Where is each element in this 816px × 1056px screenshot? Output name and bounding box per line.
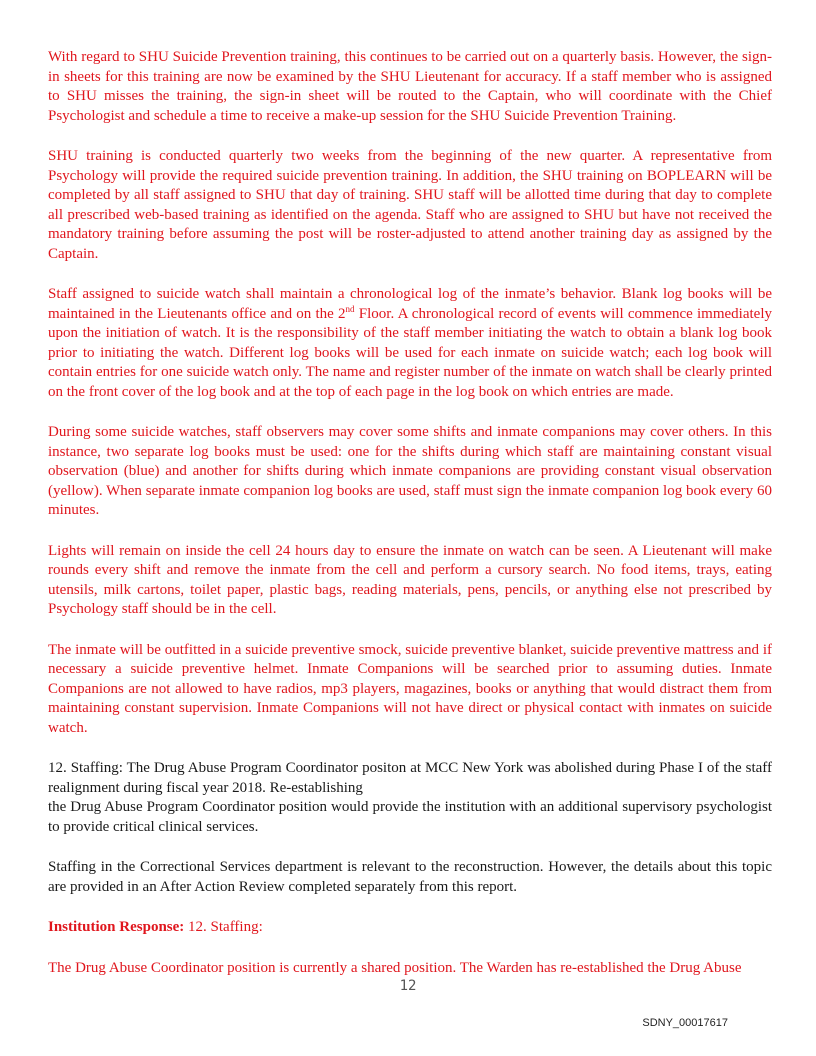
- paragraph-staffing: [48, 759, 772, 837]
- staffing-text-b: the Drug Abuse Program Coordinator position would provide the institution with an additional supervisory psychologist to provide critical clinical services.: [48, 799, 772, 835]
- institution-response-heading: [48, 918, 772, 938]
- paragraph-smock: The inmate will be outfitted in a suicide preventive smock, suicide preventive blanket, suicide preventive mattress and if necessary a suicide preventive helmet. Inmate Companions will be searched prior to assuming duties. Inmate Companions are not allowed to have radios, mp3 players, magazines, books or anything that would distract them from maintaining constant supervision. Inmate Companions will not have direct or physical contact with inmates on suicide watch.: [48, 641, 772, 736]
- paragraph-log-books: [48, 285, 772, 402]
- paragraph-drug-abuse-coordinator: The Drug Abuse Coordinator position is currently a shared position. The Warden has re-established the Drug Abuse: [48, 959, 742, 976]
- bates-number: SDNY_00017617: [642, 1017, 728, 1029]
- paragraph-shu-quarterly: SHU training is conducted quarterly two weeks from the beginning of the new quarter. A representative from Psychology will provide the required suicide prevention training. In addition, the SHU training on BOPLEARN will be completed by all staff assigned to SHU that day of training. SHU staff will be allotted time during that day to complete all prescribed web-based training as identified on the agenda. Staff who are assigned to SHU but have not received the mandatory training before assuming the post will be roster-adjusted to attend another training day as assigned by the Captain.: [48, 148, 772, 262]
- institution-response-label: Institution Response:: [48, 919, 185, 935]
- paragraph-correctional-services: Staffing in the Correctional Services department is relevant to the reconstruction. However, the details about this topic are provided in an After Action Review completed separately from this report.: [48, 859, 772, 895]
- staffing-text-a: 12. Staffing: The Drug Abuse Program Coordinator positon at MCC New York was abolished during Phase I of the staff realignment during fiscal year 2018. Re-establishing: [48, 760, 772, 796]
- paragraph-separate-log-books: During some suicide watches, staff observers may cover some shifts and inmate companions may cover others. In this instance, two separate log books must be used: one for the shifts during which staff are maintaining constant visual observation (blue) and another for shifts during which inmate companions are providing constant visual observation (yellow). When separate inmate companion log books are used, staff must sign the inmate companion log book every 60 minutes.: [48, 424, 772, 518]
- superscript-nd: nd: [345, 303, 355, 314]
- paragraph-shu-training: With regard to SHU Suicide Prevention training, this continues to be carried out on a quarterly basis. However, the sign-in sheets for this training are now be examined by the SHU Lieutenant for accuracy. If a staff member who is assigned to SHU misses the training, the sign-in sheet will be routed to the Captain, who will coordinate with the Chief Psychologist and schedule a time to receive a make-up session for the SHU Suicide Prevention Training.: [48, 49, 772, 124]
- institution-response-text: 12. Staffing:: [184, 919, 263, 935]
- log-books-text-b: Floor. A chronological record of events will commence immediately upon the initiation of watch. It is the responsibility of the staff member initiating the watch to obtain a blank log book prior to initiating the watch. Different log books will be used for each inmate on suicide watch; each log book will contain entries for one suicide watch only. The name and register number of the inmate on watch shall be clearly printed on the front cover of the log book and at the top of each page in the log book on which entries are made.: [48, 305, 772, 400]
- page-number: 12: [399, 978, 417, 994]
- document-body: [48, 48, 772, 999]
- log-books-text-a: Staff assigned to suicide watch shall maintain a chronological log of the inmate’s behavior. Blank log books will be maintained in the Lieutenants office and on the 2: [48, 286, 772, 322]
- paragraph-lights: Lights will remain on inside the cell 24 hours day to ensure the inmate on watch can be seen. A Lieutenant will make rounds every shift and remove the inmate from the cell and perform a cursory search. No food items, trays, eating utensils, milk cartons, toilet paper, plastic bags, reading materials, pens, pencils, or anything else not prescribed by Psychology staff should be in the cell.: [48, 542, 772, 617]
